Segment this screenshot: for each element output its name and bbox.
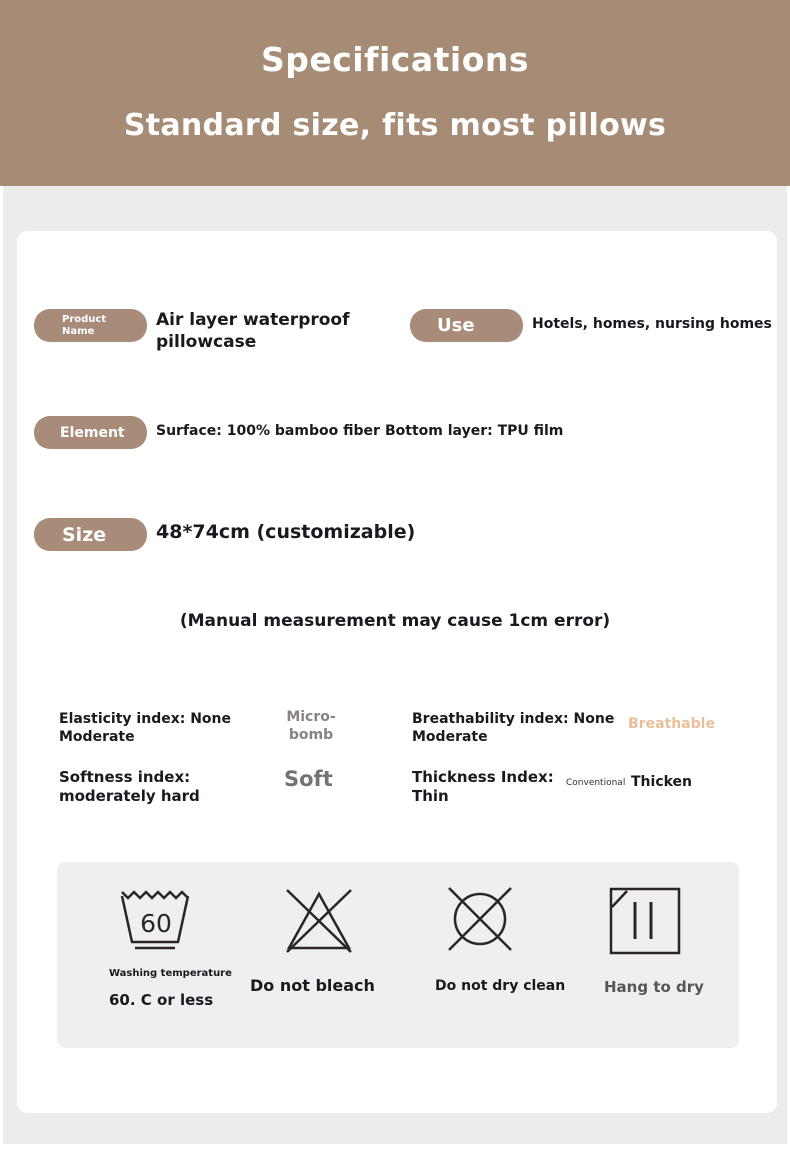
no-bleach-icon bbox=[285, 888, 353, 954]
elasticity-index bbox=[59, 710, 231, 746]
softness-index-line2: moderately hard bbox=[59, 787, 200, 805]
dry-clean-label: Do not dry clean bbox=[435, 978, 566, 994]
breathability-index-line2: Moderate bbox=[412, 729, 488, 745]
page-subtitle: Standard size, fits most pillows bbox=[123, 108, 667, 143]
thickness-index-line2: Thin bbox=[412, 787, 449, 805]
size-value: 48*74cm (customizable) bbox=[156, 521, 416, 543]
thickness-index-line1: Thickness Index: bbox=[412, 768, 554, 786]
elasticity-index-line2: Moderate bbox=[59, 729, 135, 745]
product-name-line2: pillowcase bbox=[156, 332, 257, 352]
softness-index bbox=[59, 768, 200, 806]
product-name-badge bbox=[34, 309, 147, 342]
bleach-label: Do not bleach bbox=[250, 976, 375, 995]
elasticity-tag-line2: bomb bbox=[288, 727, 334, 743]
element-surface: Surface: 100% bamboo fiber bbox=[156, 423, 380, 439]
page-title: Specifications bbox=[260, 40, 530, 79]
header-banner bbox=[0, 0, 790, 186]
size-badge: Size bbox=[34, 518, 147, 551]
element-bottom: Bottom layer: TPU film bbox=[385, 423, 564, 439]
hang-dry-icon bbox=[609, 887, 681, 955]
elasticity-tag bbox=[278, 708, 344, 744]
product-name-line1: Air layer waterproof bbox=[156, 310, 350, 330]
product-name-badge-line1: Product bbox=[62, 313, 107, 325]
hang-dry-label: Hang to dry bbox=[604, 978, 704, 996]
product-name-value bbox=[156, 309, 350, 353]
breathability-tag: Breathable bbox=[628, 716, 715, 732]
thickness-index bbox=[412, 768, 554, 806]
elasticity-tag-line1: Micro- bbox=[286, 709, 336, 725]
element-badge: Element bbox=[34, 416, 147, 449]
no-dry-clean-icon bbox=[446, 886, 514, 952]
softness-tag: Soft bbox=[284, 767, 333, 791]
measurement-note: (Manual measurement may cause 1cm error) bbox=[179, 611, 611, 631]
softness-index-line1: Softness index: bbox=[59, 768, 191, 786]
product-name-badge-line2: Name bbox=[62, 325, 95, 337]
thickness-tag-thicken: Thicken bbox=[631, 774, 693, 790]
thickness-tag-conventional: Conventional bbox=[566, 778, 626, 788]
breathability-index-line1: Breathability index: None bbox=[412, 711, 615, 727]
use-value: Hotels, homes, nursing homes bbox=[532, 316, 772, 332]
breathability-index bbox=[412, 710, 614, 746]
wash-60-icon bbox=[119, 888, 191, 952]
use-badge: Use bbox=[410, 309, 523, 342]
elasticity-index-line1: Elasticity index: None bbox=[59, 711, 232, 727]
wash-icon-number: 60 bbox=[140, 909, 172, 938]
wash-label: 60. C or less bbox=[109, 991, 214, 1009]
wash-label-small: Washing temperature bbox=[109, 968, 232, 979]
